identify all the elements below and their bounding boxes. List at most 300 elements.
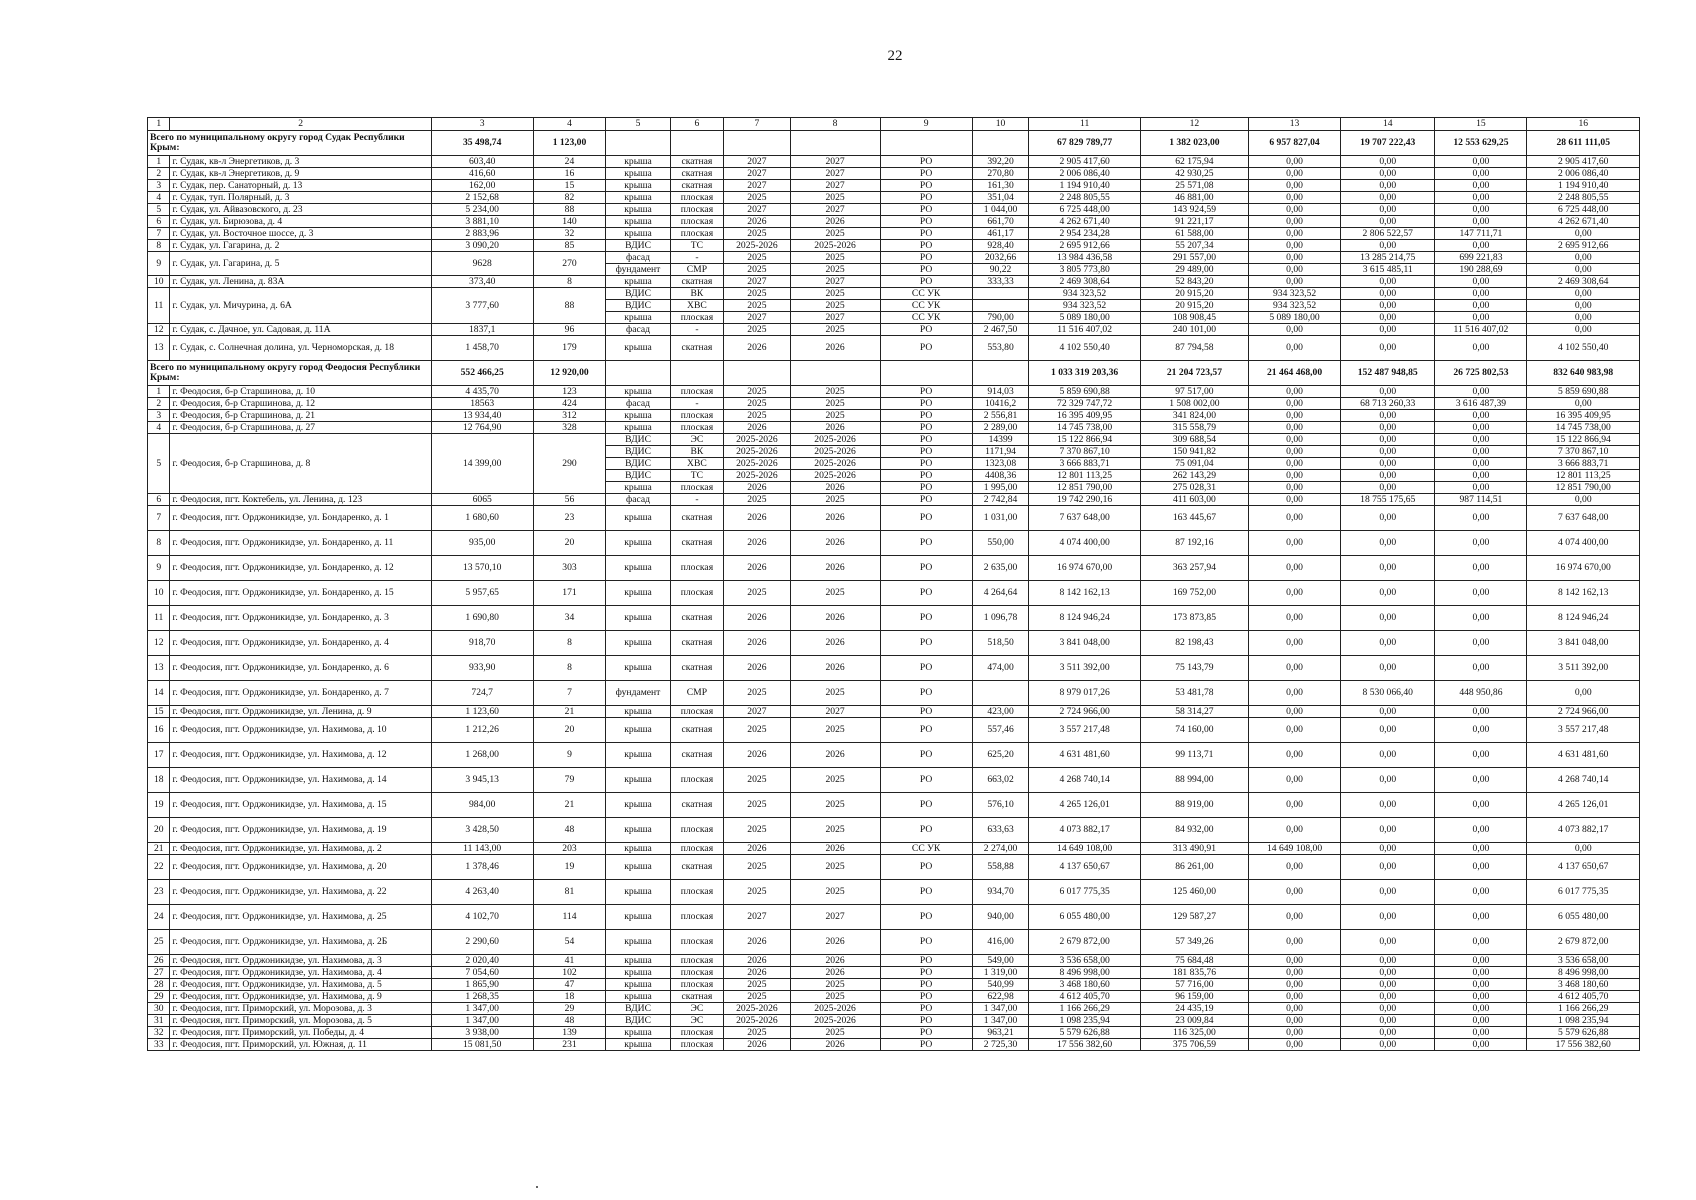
end-year: 2026 xyxy=(790,631,880,656)
total-cost: 12 851 790,00 xyxy=(1029,482,1140,494)
regional-funds: 2 679 872,00 xyxy=(1527,930,1640,955)
work-volume: 550,00 xyxy=(972,531,1029,556)
building-area: 984,00 xyxy=(431,793,533,818)
building-address: г. Феодосия, б-р Старшинова, д. 12 xyxy=(170,398,431,410)
budget-funds: 0,00 xyxy=(1435,180,1527,192)
fund-method: РО xyxy=(880,631,972,656)
row-number: 4 xyxy=(148,192,170,204)
own-funds: 0,00 xyxy=(1249,482,1341,494)
end-year: 2025-2026 xyxy=(790,470,880,482)
regional-funds: 2 724 966,00 xyxy=(1527,706,1640,718)
end-year: 2025-2026 xyxy=(790,434,880,446)
column-number-header: 15 xyxy=(1435,118,1527,131)
total-cost: 2 954 234,28 xyxy=(1029,228,1140,240)
work-type: плоская xyxy=(670,843,724,855)
work-type: скатная xyxy=(670,180,724,192)
building-address: г. Феодосия, пгт. Орджоникидзе, ул. Бондаренко, д. 7 xyxy=(170,681,431,706)
fund-support: 0,00 xyxy=(1341,482,1435,494)
work-type: плоская xyxy=(670,556,724,581)
total-cost: 15 122 866,94 xyxy=(1029,434,1140,446)
own-funds: 0,00 xyxy=(1249,180,1341,192)
regional-funds: 3 557 217,48 xyxy=(1527,718,1640,743)
fund-method: РО xyxy=(880,434,972,446)
own-funds: 0,00 xyxy=(1249,681,1341,706)
residents-count: 47 xyxy=(533,979,606,991)
building-area: 18563 xyxy=(431,398,533,410)
regional-funds: 4 612 405,70 xyxy=(1527,991,1640,1003)
building-address: г. Судак, с. Солнечная долина, ул. Черноморская, д. 18 xyxy=(170,336,431,361)
work-type: - xyxy=(670,324,724,336)
regional-funds: 2 248 805,55 xyxy=(1527,192,1640,204)
own-funds: 0,00 xyxy=(1249,1039,1341,1051)
work-type: скатная xyxy=(670,168,724,180)
plan-year: 2026 xyxy=(724,482,790,494)
row-number: 21 xyxy=(148,843,170,855)
own-funds: 0,00 xyxy=(1249,156,1341,168)
end-year: 2027 xyxy=(790,312,880,324)
regional-funds: 7 370 867,10 xyxy=(1527,446,1640,458)
column-number-row xyxy=(148,118,1640,131)
work-element: крыша xyxy=(606,843,670,855)
own-funds: 934 323,52 xyxy=(1249,300,1341,312)
work-volume: 940,00 xyxy=(972,905,1029,930)
work-type: скатная xyxy=(670,793,724,818)
building-area: 1 347,00 xyxy=(431,1003,533,1015)
work-volume: 474,00 xyxy=(972,656,1029,681)
fund-method: РО xyxy=(880,470,972,482)
budget-funds: 0,00 xyxy=(1435,768,1527,793)
building-address: г. Судак, ул. Гагарина, д. 2 xyxy=(170,240,431,252)
work-volume: 2 635,00 xyxy=(972,556,1029,581)
total-cost: 4 268 740,14 xyxy=(1029,768,1140,793)
building-address: г. Феодосия, пгт. Орджоникидзе, ул. Нахимова, д. 9 xyxy=(170,991,431,1003)
work-volume: 553,80 xyxy=(972,336,1029,361)
work-type: скатная xyxy=(670,531,724,556)
own-funds: 0,00 xyxy=(1249,818,1341,843)
fund-support: 0,00 xyxy=(1341,410,1435,422)
residents-count: 79 xyxy=(533,768,606,793)
fund-method: СС УК xyxy=(880,288,972,300)
plan-year: 2025 xyxy=(724,288,790,300)
own-funds: 0,00 xyxy=(1249,1015,1341,1027)
residents-count: 34 xyxy=(533,606,606,631)
end-year: 2025 xyxy=(790,398,880,410)
work-volume: 790,00 xyxy=(972,312,1029,324)
plan-year: 2026 xyxy=(724,422,790,434)
residents-count: 32 xyxy=(533,228,606,240)
work-type: скатная xyxy=(670,156,724,168)
work-volume: 2 467,50 xyxy=(972,324,1029,336)
plan-year: 2025 xyxy=(724,300,790,312)
fund-method: РО xyxy=(880,264,972,276)
empty-cell xyxy=(724,131,790,156)
fund-support: 0,00 xyxy=(1341,768,1435,793)
regional-funds: 0,00 xyxy=(1527,681,1640,706)
work-element: фасад xyxy=(606,252,670,264)
row-number: 32 xyxy=(148,1027,170,1039)
row-number: 2 xyxy=(148,398,170,410)
specific-cost: 291 557,00 xyxy=(1140,252,1248,264)
end-year: 2027 xyxy=(790,905,880,930)
own-funds: 0,00 xyxy=(1249,324,1341,336)
work-element: крыша xyxy=(606,855,670,880)
fund-support: 0,00 xyxy=(1341,288,1435,300)
row-number: 12 xyxy=(148,324,170,336)
work-volume: 549,00 xyxy=(972,955,1029,967)
fund-support: 0,00 xyxy=(1341,793,1435,818)
work-element: крыша xyxy=(606,276,670,288)
end-year: 2027 xyxy=(790,276,880,288)
specific-cost: 163 445,67 xyxy=(1140,506,1248,531)
fund-method: РО xyxy=(880,156,972,168)
total-cost: 6 017 775,35 xyxy=(1029,880,1140,905)
residents-count: 140 xyxy=(533,216,606,228)
specific-cost: 84 932,00 xyxy=(1140,818,1248,843)
table-row xyxy=(148,955,1640,967)
work-volume: 934,70 xyxy=(972,880,1029,905)
residents-count: 88 xyxy=(533,204,606,216)
total-cost: 4 262 671,40 xyxy=(1029,216,1140,228)
fund-method: РО xyxy=(880,556,972,581)
end-year: 2025 xyxy=(790,991,880,1003)
building-address: г. Феодосия, б-р Старшинова, д. 21 xyxy=(170,410,431,422)
total-c16: 832 640 983,98 xyxy=(1527,361,1640,386)
budget-funds: 0,00 xyxy=(1435,288,1527,300)
regional-funds: 6 017 775,35 xyxy=(1527,880,1640,905)
specific-cost: 99 113,71 xyxy=(1140,743,1248,768)
end-year: 2026 xyxy=(790,556,880,581)
total-cost: 5 579 626,88 xyxy=(1029,1027,1140,1039)
building-area: 3 428,50 xyxy=(431,818,533,843)
plan-year: 2025 xyxy=(724,192,790,204)
work-type: плоская xyxy=(670,905,724,930)
building-address: г. Феодосия, пгт. Коктебель, ул. Ленина, д. 123 xyxy=(170,494,431,506)
row-number: 5 xyxy=(148,204,170,216)
fund-support: 2 806 522,57 xyxy=(1341,228,1435,240)
row-number: 20 xyxy=(148,818,170,843)
residents-count: 24 xyxy=(533,156,606,168)
row-number: 31 xyxy=(148,1015,170,1027)
work-volume: 2 274,00 xyxy=(972,843,1029,855)
fund-support: 0,00 xyxy=(1341,300,1435,312)
table-row xyxy=(148,531,1640,556)
work-volume: 161,30 xyxy=(972,180,1029,192)
work-type: скатная xyxy=(670,855,724,880)
table-row xyxy=(148,410,1640,422)
plan-year: 2025-2026 xyxy=(724,1003,790,1015)
budget-funds: 0,00 xyxy=(1435,818,1527,843)
budget-funds: 0,00 xyxy=(1435,930,1527,955)
end-year: 2025-2026 xyxy=(790,1003,880,1015)
end-year: 2025 xyxy=(790,386,880,398)
building-address: г. Феодосия, пгт. Приморский, ул. Южная, д. 11 xyxy=(170,1039,431,1051)
total-cost: 12 801 113,25 xyxy=(1029,470,1140,482)
building-area: 12 764,90 xyxy=(431,422,533,434)
work-type: ЭС xyxy=(670,434,724,446)
building-address: г. Феодосия, пгт. Орджоникидзе, ул. Нахимова, д. 25 xyxy=(170,905,431,930)
work-volume: 14399 xyxy=(972,434,1029,446)
row-number: 14 xyxy=(148,681,170,706)
specific-cost: 169 752,00 xyxy=(1140,581,1248,606)
residents-count: 23 xyxy=(533,506,606,531)
regional-funds: 0,00 xyxy=(1527,398,1640,410)
building-address: г. Феодосия, б-р Старшинова, д. 8 xyxy=(170,434,431,494)
fund-method: РО xyxy=(880,168,972,180)
fund-method: РО xyxy=(880,681,972,706)
budget-funds: 0,00 xyxy=(1435,656,1527,681)
building-area: 373,40 xyxy=(431,276,533,288)
work-element: крыша xyxy=(606,422,670,434)
plan-year: 2025 xyxy=(724,768,790,793)
regional-funds: 15 122 866,94 xyxy=(1527,434,1640,446)
fund-support: 3 615 485,11 xyxy=(1341,264,1435,276)
specific-cost: 74 160,00 xyxy=(1140,718,1248,743)
row-number: 33 xyxy=(148,1039,170,1051)
budget-funds: 0,00 xyxy=(1435,312,1527,324)
building-area: 2 290,60 xyxy=(431,930,533,955)
residents-count: 231 xyxy=(533,1039,606,1051)
budget-funds: 0,00 xyxy=(1435,422,1527,434)
work-volume: 461,17 xyxy=(972,228,1029,240)
budget-funds: 0,00 xyxy=(1435,718,1527,743)
fund-method: РО xyxy=(880,991,972,1003)
total-cost: 1 194 910,40 xyxy=(1029,180,1140,192)
building-area: 935,00 xyxy=(431,531,533,556)
row-number: 24 xyxy=(148,905,170,930)
work-element: крыша xyxy=(606,156,670,168)
fund-method: РО xyxy=(880,581,972,606)
work-type: скатная xyxy=(670,656,724,681)
specific-cost: 181 835,76 xyxy=(1140,967,1248,979)
own-funds: 0,00 xyxy=(1249,531,1341,556)
total-cost: 3 511 392,00 xyxy=(1029,656,1140,681)
empty-cell xyxy=(606,131,670,156)
end-year: 2025-2026 xyxy=(790,240,880,252)
capital-repair-table xyxy=(147,117,1640,1051)
own-funds: 0,00 xyxy=(1249,706,1341,718)
own-funds: 0,00 xyxy=(1249,252,1341,264)
building-area: 11 143,00 xyxy=(431,843,533,855)
residents-count: 56 xyxy=(533,494,606,506)
table-row xyxy=(148,156,1640,168)
budget-funds: 0,00 xyxy=(1435,955,1527,967)
total-cost: 2 695 912,66 xyxy=(1029,240,1140,252)
table-row xyxy=(148,718,1640,743)
column-number-header: 12 xyxy=(1140,118,1248,131)
table-row xyxy=(148,967,1640,979)
fund-method: РО xyxy=(880,706,972,718)
work-volume xyxy=(972,300,1029,312)
plan-year: 2026 xyxy=(724,843,790,855)
own-funds: 0,00 xyxy=(1249,581,1341,606)
total-cost: 3 557 217,48 xyxy=(1029,718,1140,743)
total-cost: 4 631 481,60 xyxy=(1029,743,1140,768)
fund-support: 0,00 xyxy=(1341,312,1435,324)
regional-funds: 2 695 912,66 xyxy=(1527,240,1640,252)
total-c11: 1 033 319 203,36 xyxy=(1029,361,1140,386)
table-row xyxy=(148,979,1640,991)
work-volume: 1 319,00 xyxy=(972,967,1029,979)
total-cost: 8 124 946,24 xyxy=(1029,606,1140,631)
building-area: 2 152,68 xyxy=(431,192,533,204)
budget-funds: 0,00 xyxy=(1435,905,1527,930)
total-cost: 5 089 180,00 xyxy=(1029,312,1140,324)
end-year: 2026 xyxy=(790,743,880,768)
residents-count: 88 xyxy=(533,288,606,324)
plan-year: 2025-2026 xyxy=(724,1015,790,1027)
total-cost: 11 516 407,02 xyxy=(1029,324,1140,336)
fund-method: РО xyxy=(880,228,972,240)
specific-cost: 91 221,17 xyxy=(1140,216,1248,228)
residents-count: 15 xyxy=(533,180,606,192)
building-area: 1837,1 xyxy=(431,324,533,336)
fund-support: 0,00 xyxy=(1341,743,1435,768)
total-cost: 4 265 126,01 xyxy=(1029,793,1140,818)
table-row xyxy=(148,681,1640,706)
work-type: плоская xyxy=(670,312,724,324)
plan-year: 2027 xyxy=(724,180,790,192)
work-volume: 423,00 xyxy=(972,706,1029,718)
fund-support: 0,00 xyxy=(1341,818,1435,843)
own-funds: 0,00 xyxy=(1249,204,1341,216)
specific-cost: 29 489,00 xyxy=(1140,264,1248,276)
table-row xyxy=(148,192,1640,204)
total-cost: 4 137 650,67 xyxy=(1029,855,1140,880)
work-type: скатная xyxy=(670,743,724,768)
building-area: 13 570,10 xyxy=(431,556,533,581)
column-number-header: 9 xyxy=(880,118,972,131)
total-residents: 12 920,00 xyxy=(533,361,606,386)
work-element: ВДИС xyxy=(606,240,670,252)
regional-funds: 0,00 xyxy=(1527,494,1640,506)
residents-count: 21 xyxy=(533,793,606,818)
fund-support: 0,00 xyxy=(1341,930,1435,955)
budget-funds: 699 221,83 xyxy=(1435,252,1527,264)
plan-year: 2025 xyxy=(724,494,790,506)
building-address: г. Феодосия, пгт. Орджоникидзе, ул. Бондаренко, д. 12 xyxy=(170,556,431,581)
specific-cost: 108 908,45 xyxy=(1140,312,1248,324)
own-funds: 0,00 xyxy=(1249,470,1341,482)
plan-year: 2025 xyxy=(724,252,790,264)
specific-cost: 20 915,20 xyxy=(1140,300,1248,312)
work-element: крыша xyxy=(606,228,670,240)
building-area: 1 212,26 xyxy=(431,718,533,743)
building-area: 5 957,65 xyxy=(431,581,533,606)
building-address: г. Судак, ул. Восточное шоссе, д. 3 xyxy=(170,228,431,240)
building-area: 6065 xyxy=(431,494,533,506)
budget-funds: 0,00 xyxy=(1435,1015,1527,1027)
residents-count: 85 xyxy=(533,240,606,252)
specific-cost: 53 481,78 xyxy=(1140,681,1248,706)
work-element: крыша xyxy=(606,168,670,180)
budget-funds: 0,00 xyxy=(1435,276,1527,288)
own-funds: 934 323,52 xyxy=(1249,288,1341,300)
plan-year: 2026 xyxy=(724,967,790,979)
work-element: крыша xyxy=(606,930,670,955)
own-funds: 0,00 xyxy=(1249,276,1341,288)
regional-funds: 0,00 xyxy=(1527,228,1640,240)
residents-count: 312 xyxy=(533,410,606,422)
fund-method: РО xyxy=(880,955,972,967)
work-type: плоская xyxy=(670,967,724,979)
regional-funds: 16 974 670,00 xyxy=(1527,556,1640,581)
total-cost: 17 556 382,60 xyxy=(1029,1039,1140,1051)
fund-support: 0,00 xyxy=(1341,855,1435,880)
total-cost: 16 395 409,95 xyxy=(1029,410,1140,422)
building-address: г. Феодосия, пгт. Приморский, ул. Морозова, д. 3 xyxy=(170,1003,431,1015)
work-element: ВДИС xyxy=(606,446,670,458)
regional-funds: 8 496 998,00 xyxy=(1527,967,1640,979)
row-number: 8 xyxy=(148,240,170,252)
fund-support: 0,00 xyxy=(1341,434,1435,446)
work-element: ВДИС xyxy=(606,1015,670,1027)
residents-count: 290 xyxy=(533,434,606,494)
building-area: 7 054,60 xyxy=(431,967,533,979)
table-row xyxy=(148,743,1640,768)
specific-cost: 1 508 002,00 xyxy=(1140,398,1248,410)
table-row xyxy=(148,398,1640,410)
specific-cost: 25 571,08 xyxy=(1140,180,1248,192)
empty-cell xyxy=(670,131,724,156)
work-type: - xyxy=(670,252,724,264)
plan-year: 2027 xyxy=(724,204,790,216)
work-type: плоская xyxy=(670,581,724,606)
table-row xyxy=(148,1015,1640,1027)
work-volume xyxy=(972,288,1029,300)
work-element: крыша xyxy=(606,905,670,930)
end-year: 2025 xyxy=(790,288,880,300)
table-row xyxy=(148,324,1640,336)
total-cost: 4 102 550,40 xyxy=(1029,336,1140,361)
residents-count: 16 xyxy=(533,168,606,180)
column-number-header: 10 xyxy=(972,118,1029,131)
specific-cost: 309 688,54 xyxy=(1140,434,1248,446)
table-row xyxy=(148,706,1640,718)
own-funds: 0,00 xyxy=(1249,216,1341,228)
fund-support: 0,00 xyxy=(1341,276,1435,288)
plan-year: 2026 xyxy=(724,556,790,581)
specific-cost: 87 192,16 xyxy=(1140,531,1248,556)
fund-method: РО xyxy=(880,506,972,531)
plan-year: 2026 xyxy=(724,955,790,967)
specific-cost: 143 924,59 xyxy=(1140,204,1248,216)
table-row xyxy=(148,880,1640,905)
fund-method: РО xyxy=(880,386,972,398)
row-number: 28 xyxy=(148,979,170,991)
building-address: г. Феодосия, пгт. Орджоникидзе, ул. Нахимова, д. 14 xyxy=(170,768,431,793)
total-cost: 14 649 108,00 xyxy=(1029,843,1140,855)
end-year: 2027 xyxy=(790,156,880,168)
table-row xyxy=(148,204,1640,216)
total-cost: 7 637 648,00 xyxy=(1029,506,1140,531)
row-number: 29 xyxy=(148,991,170,1003)
plan-year: 2025 xyxy=(724,979,790,991)
regional-funds: 2 469 308,64 xyxy=(1527,276,1640,288)
work-volume: 1 995,00 xyxy=(972,482,1029,494)
row-number: 7 xyxy=(148,506,170,531)
building-area: 3 945,13 xyxy=(431,768,533,793)
work-element: крыша xyxy=(606,706,670,718)
budget-funds: 0,00 xyxy=(1435,470,1527,482)
own-funds: 0,00 xyxy=(1249,264,1341,276)
fund-support: 0,00 xyxy=(1341,506,1435,531)
own-funds: 0,00 xyxy=(1249,1003,1341,1015)
end-year: 2025 xyxy=(790,979,880,991)
specific-cost: 88 994,00 xyxy=(1140,768,1248,793)
total-cost: 16 974 670,00 xyxy=(1029,556,1140,581)
row-number: 27 xyxy=(148,967,170,979)
regional-funds: 4 265 126,01 xyxy=(1527,793,1640,818)
